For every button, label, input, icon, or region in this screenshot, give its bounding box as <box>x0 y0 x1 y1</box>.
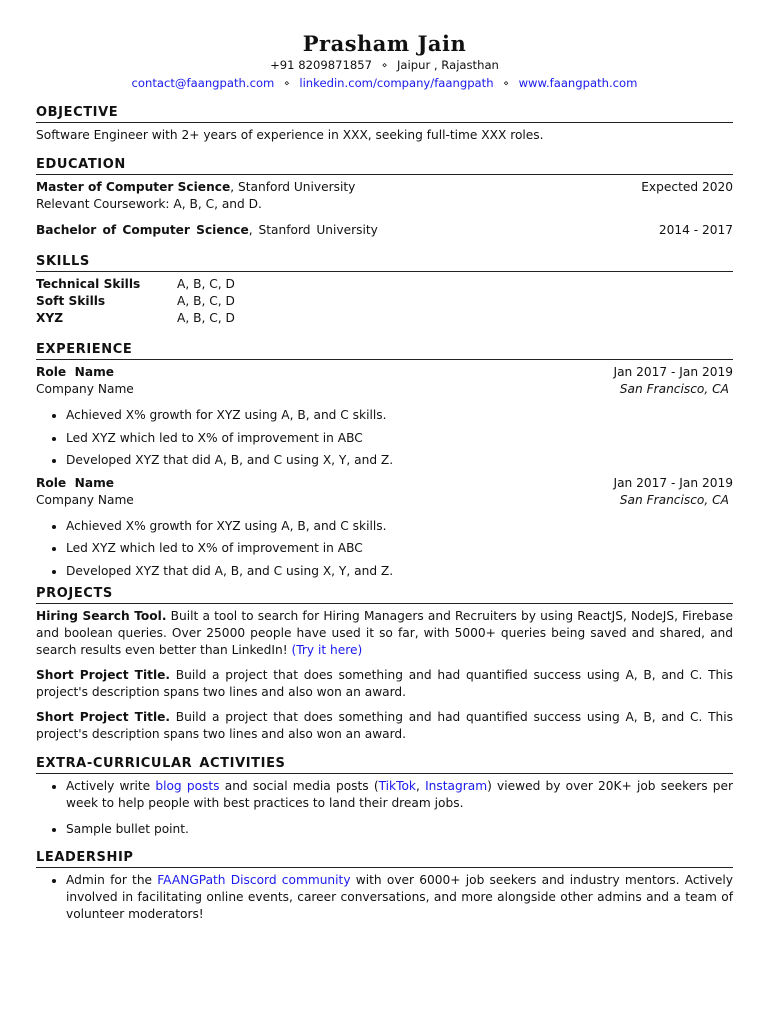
bullet-text: Actively write <box>66 779 156 793</box>
section-heading: SKILLS <box>36 253 733 272</box>
objective-section <box>36 104 733 144</box>
section-heading: LEADERSHIP <box>36 849 733 868</box>
section-heading: PROJECTS <box>36 585 733 604</box>
bullet-text: and social media posts ( <box>219 779 379 793</box>
linkedin-link[interactable]: linkedin.com/company/faangpath <box>299 75 494 90</box>
list-item: • Sample bullet point. <box>66 821 733 838</box>
project-title: Short Project Title. <box>36 710 171 724</box>
job-bullets <box>36 518 733 580</box>
phone-number: +91 8209871857 <box>270 58 372 72</box>
job-entry <box>36 364 733 469</box>
location: Jaipur , Rajasthan <box>397 58 499 72</box>
section-heading: EDUCATION <box>36 156 733 175</box>
project-description: Build a project that does something and had quantified success using A, B, and C. This project's description spans two lines and also won an award. <box>36 668 733 699</box>
tiktok-link[interactable]: TikTok <box>378 779 416 793</box>
list-item: • Led XYZ which led to X% of improvement in ABC <box>66 540 733 557</box>
list-item <box>66 872 733 923</box>
project-title: Hiring Search Tool. <box>36 609 167 623</box>
diamond-separator-icon: ⋄ <box>503 78 509 89</box>
skills-table <box>36 276 733 327</box>
section-heading: EXTRA-CURRICULAR ACTIVITIES <box>36 755 733 774</box>
leadership-bullets <box>36 872 733 923</box>
diamond-separator-icon: ⋄ <box>381 61 388 71</box>
company-name: Company Name <box>36 492 134 507</box>
project-description: Build a project that does something and had quantified success using A, B, and C. This project's description spans two lines and also won an award. <box>36 710 733 741</box>
leadership-section <box>36 849 733 923</box>
job-dates: Jan 2017 - Jan 2019 <box>613 365 733 379</box>
job-bullets <box>36 407 733 469</box>
instagram-link[interactable]: Instagram <box>425 779 488 793</box>
skill-label: Soft Skills <box>36 294 106 308</box>
coursework: Relevant Coursework: A, B, C, and D. <box>36 197 262 211</box>
job-entry <box>36 475 733 580</box>
degree: Bachelor of Computer Science <box>36 223 249 237</box>
section-heading: EXPERIENCE <box>36 341 733 360</box>
list-item: • Achieved X% growth for XYZ using A, B, and C skills. <box>66 518 733 535</box>
list-item <box>66 778 733 812</box>
school: , Stanford University <box>248 223 378 237</box>
project-entry <box>36 709 733 743</box>
education-entry <box>36 179 733 196</box>
list-item: • Developed XYZ that did A, B, and C using X, Y, and Z. <box>66 563 733 580</box>
project-title: Short Project Title. <box>36 668 171 682</box>
education-entry <box>36 222 733 239</box>
skill-label: XYZ <box>36 311 64 325</box>
school: , Stanford University <box>230 180 356 194</box>
candidate-name: Prasham Jain <box>302 31 467 56</box>
education-date: Expected 2020 <box>641 180 733 194</box>
projects-section <box>36 585 733 743</box>
extracurricular-bullets <box>36 778 733 838</box>
skill-value: A, B, C, D <box>177 294 235 308</box>
degree: Master of Computer Science <box>36 180 231 194</box>
blog-posts-link[interactable]: blog posts <box>155 779 220 793</box>
company-name: Company Name <box>36 382 134 396</box>
discord-community-link[interactable]: FAANGPath Discord community <box>157 873 351 887</box>
job-location: San Francisco, CA <box>619 492 729 507</box>
try-it-link[interactable]: (Try it here) <box>291 643 363 657</box>
job-dates: Jan 2017 - Jan 2019 <box>613 475 733 490</box>
contact-line-2 <box>36 76 733 94</box>
objective-text: Software Engineer with 2+ years of experience in XXX, seeking full-time XXX roles. <box>36 128 544 142</box>
bullet-text: with over 6000+ job seekers and industry mentors. Actively involved in facilitating online events, career conversations, and more alongside other admins and a team of volunteer moderators! <box>66 873 733 921</box>
project-description: Built a tool to search for Hiring Managers and Recruiters by using ReactJS, NodeJS, Firebase and boolean queries. Over 25000 people have used it so far, with 5000+ queries being saved and shared, and search results even better than LinkedIn! <box>36 609 733 657</box>
list-item: • Achieved X% growth for XYZ using A, B, and C skills. <box>66 407 733 424</box>
bullet-text: Admin for the <box>66 873 158 887</box>
skill-value: A, B, C, D <box>177 311 235 325</box>
project-entry <box>36 667 733 701</box>
experience-section <box>36 341 733 580</box>
job-location: San Francisco, CA <box>619 382 729 396</box>
contact-line-1 <box>36 58 733 76</box>
job-role: Role Name <box>36 475 115 490</box>
skills-section <box>36 253 733 327</box>
project-entry <box>36 608 733 659</box>
bullet-text: ) viewed by over 20K+ job seekers per week to help people with best practices to land their dream jobs. <box>66 779 733 810</box>
section-heading: OBJECTIVE <box>36 104 733 123</box>
website-link[interactable]: www.faangpath.com <box>518 75 638 90</box>
email-link[interactable]: contact@faangpath.com <box>131 75 275 90</box>
skill-label: Technical Skills <box>36 277 141 291</box>
education-date: 2014 - 2017 <box>658 223 733 237</box>
education-section <box>36 156 733 239</box>
skill-value: A, B, C, D <box>177 277 235 291</box>
list-item: • Led XYZ which led to X% of improvement in ABC <box>66 430 733 447</box>
diamond-separator-icon: ⋄ <box>284 78 290 89</box>
list-item: • Developed XYZ that did A, B, and C using X, Y, and Z. <box>66 452 733 469</box>
bullet-text: , <box>415 779 426 793</box>
resume-header <box>36 30 733 93</box>
resume-page <box>36 30 733 929</box>
job-role: Role Name <box>36 365 115 379</box>
extracurricular-section <box>36 755 733 838</box>
